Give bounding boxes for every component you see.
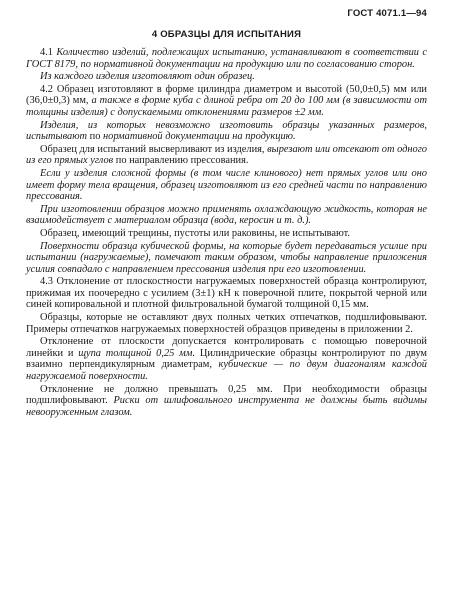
text-run-italic: Из каждого изделия изготовляют один образец. <box>40 71 255 83</box>
paragraph-4-2c <box>26 144 427 167</box>
paragraph-4-3d <box>26 384 427 419</box>
text-run: Образец для испытаний высверливают из изделия, <box>40 143 268 155</box>
standard-code-header: ГОСТ 4071.1—94 <box>347 8 427 19</box>
text-run-italic: щупа толщиной 0,25 мм. <box>78 347 196 359</box>
paragraph-4-2b <box>26 120 427 143</box>
text-run: Отклонение не должно превышать 0,25 мм. При необходимости образцы подшлифовывают. <box>26 383 427 407</box>
paragraph-4-2e <box>26 204 427 227</box>
text-run-italic: кубические — по двум диагоналям каждой нагружаемой поверхности. <box>26 359 427 383</box>
text-run: 4.3 Отклонение от плоскостности нагружаемых поверхностей образца контролируют, прижимая их поочередно с усилием (3±1) кН к поверочной плите, покрытой черной или синей копировальной и плотной фильтровальной бумагой толщиной 0,15 мм. <box>26 276 427 311</box>
paragraph-4-2 <box>26 84 427 119</box>
paragraph-4-1b <box>26 71 427 83</box>
text-run-italic: нормативной документации на продукцию. <box>103 131 296 143</box>
paragraph-4-3b <box>26 312 427 335</box>
text-run: Цилиндрические образцы контролируют по двум взаимно перпендикулярным диаметрам, <box>26 347 427 371</box>
paragraph-4-3 <box>26 276 427 311</box>
text-run-italic: Поверхности образца кубической формы, на которые будет передаваться усилие при испытании (нагружаемые), помечают таким образом, чтобы направление приложения усилия совпадало с направлением прессования изделия при его изготовлении. <box>26 240 427 275</box>
text-run: по <box>87 131 103 143</box>
text-run-italic: вырезают или отсекают от одного из его прямых углов <box>26 143 428 167</box>
paragraph-4-3c <box>26 336 427 382</box>
text-run-italic: Если у изделия сложной формы (в том числе клинового) нет прямых углов или оно имеет форму тела вращения, образец изготовляют из его средней части по направлению прессования. <box>26 167 427 203</box>
document-body <box>26 47 427 418</box>
text-run: Образцы, которые не оставляют двух полных четких отпечатков, подшлифовывают. Примеры отпечатков нагружаемых поверхностей образцов приведены в приложении 2. <box>26 312 427 335</box>
paragraph-4-2d <box>26 168 427 203</box>
text-run: 4.2 Образец изготовляют в форме цилиндра диаметром и высотой (50,0±0,5) мм или (36,0±0,3) мм, <box>26 83 427 107</box>
text-run: по направлению прессования. <box>113 155 249 167</box>
paragraph-4-2f <box>26 228 427 240</box>
text-run: Образец, имеющий трещины, пустоты или раковины, не испытывают. <box>40 227 351 239</box>
text-run-italic: Количество изделий, подлежащих испытанию, устанавливают в соответствии с ГОСТ 8179, по нормативной документации на продукцию или по согласованию сторон. <box>26 47 427 70</box>
text-run-italic: Изделия, из которых невозможно изготовить образцы указанных размеров, испытывают <box>26 119 427 143</box>
text-run-italic: Риски от шлифовального инструмента не должны быть видимы невооруженным глазом. <box>26 395 427 418</box>
paragraph-4-1 <box>26 47 427 70</box>
paragraph-4-2g <box>26 241 427 276</box>
text-run: Отклонение от плоскости допускается контролировать с помощью поверочной линейки и <box>26 336 427 359</box>
text-run: 4.1 <box>40 47 57 58</box>
section-title: 4 ОБРАЗЦЫ ДЛЯ ИСПЫТАНИЯ <box>151 29 302 40</box>
text-run-italic: а также в форме куба с длиной ребра от 20 до 100 мм (в зависимости от толщины изделия) с допускаемыми отклонениями размеров ±2 мм. <box>26 95 427 118</box>
text-run-italic: При изготовлении образцов можно применять охлаждающую жидкость, которая не взаимодействует с материалом образца (вода, керосин и т. д.). <box>26 203 427 227</box>
